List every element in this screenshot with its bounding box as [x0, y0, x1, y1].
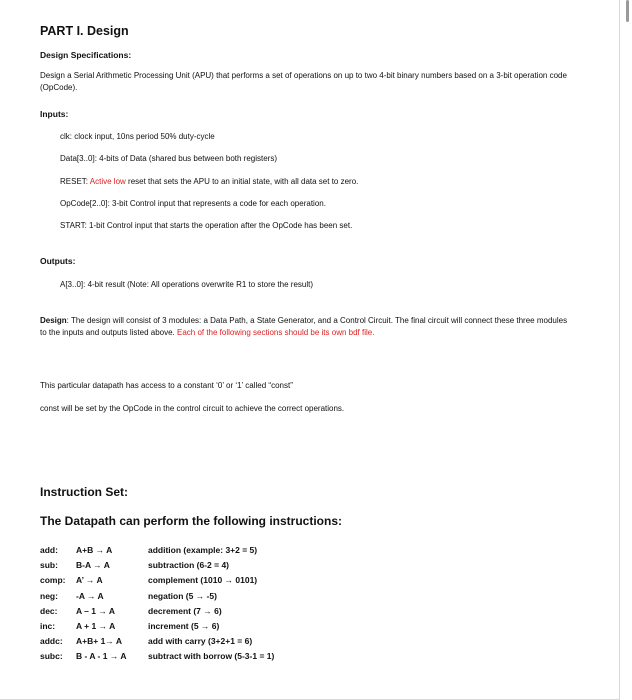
instr-expr: A+B+ 1→ A [76, 636, 122, 647]
instr-expr: A’ → A [76, 575, 103, 586]
const-line-2: const will be set by the OpCode in the control circuit to achieve the correct operations. [40, 404, 345, 413]
inputs-heading: Inputs: [40, 109, 69, 119]
reset-active-low: Active low [89, 177, 126, 186]
instr-name: comp: [40, 575, 66, 586]
instr-expr: B-A → A [76, 560, 110, 571]
const-line-1: This particular datapath has access to a constant ‘0’ or ‘1’ called “const” [40, 381, 293, 390]
instruction-row [40, 604, 274, 619]
instr-name: subc: [40, 651, 63, 662]
outputs-heading: Outputs: [40, 256, 76, 266]
input-start: START: 1-bit Control input that starts the operation after the OpCode has been set. [60, 221, 353, 230]
instr-expr: A+B → A [76, 545, 113, 555]
reset-prefix: RESET: [60, 177, 90, 186]
design-specs-heading: Design Specifications: [40, 50, 132, 60]
design-text: : The design will consist of 3 modules: a Data Path, a State Generator, and a Control Circuit. The final circuit will connect these three modules to the inputs and outputs listed above. [40, 316, 568, 337]
design-label: Design [40, 316, 67, 325]
datapath-heading: The Datapath can perform the following instructions: [40, 514, 343, 528]
instruction-row [40, 634, 274, 649]
instruction-set-heading: Instruction Set: [40, 485, 129, 499]
instr-desc: addition (example: 3+2 = 5) [148, 545, 258, 555]
instr-expr: -A → A [76, 590, 104, 601]
instr-desc: add with carry (3+2+1 = 6) [148, 636, 253, 647]
instruction-row [40, 619, 274, 634]
instr-desc: complement (1010 → 0101) [148, 575, 258, 586]
instr-name: sub: [40, 560, 58, 571]
part-title: PART I. Design [40, 24, 129, 38]
instr-name: inc: [40, 620, 56, 631]
design-specs-text: Design a Serial Arithmetic Processing Unit (APU) that performs a set of operations on up to two 4-bit binary numbers based on a 3-bit operation code (OpCode). [40, 71, 567, 92]
input-reset [60, 176, 358, 187]
output-a: A[3..0]: 4-bit result (Note: All operations overwrite R1 to store the result) [60, 280, 313, 289]
instruction-row [40, 649, 274, 664]
design-red-text: Each of the following sections should be its own bdf file. [176, 327, 375, 337]
input-clk: clk: clock input, 10ns period 50% duty-cycle [60, 132, 215, 141]
scrollbar[interactable] [626, 0, 629, 22]
reset-suffix: reset that sets the APU to an initial state, with all data set to zero. [125, 177, 359, 186]
instruction-row [40, 543, 274, 558]
instr-desc: increment (5 → 6) [148, 620, 220, 631]
input-opcode: OpCode[2..0]: 3-bit Control input that represents a code for each operation. [60, 199, 326, 208]
instr-expr: A – 1 → A [76, 605, 116, 616]
instr-name: add: [40, 545, 58, 555]
instr-name: neg: [40, 590, 58, 601]
instr-desc: negation (5 → -5) [148, 590, 217, 601]
instr-name: dec: [40, 605, 58, 616]
instruction-row [40, 589, 274, 604]
instr-desc: subtract with borrow (5-3-1 = 1) [148, 651, 275, 662]
instr-expr: B - A - 1 → A [76, 651, 127, 662]
instruction-row [40, 573, 274, 588]
instruction-table [40, 543, 274, 665]
instruction-row [40, 558, 274, 573]
design-paragraph [40, 315, 570, 338]
instr-name: addc: [40, 636, 63, 647]
input-data: Data[3..0]: 4-bits of Data (shared bus between both registers) [60, 154, 278, 163]
instr-desc: decrement (7 → 6) [148, 605, 222, 616]
instr-desc: subtraction (6-2 = 4) [148, 560, 230, 571]
instr-expr: A + 1 → A [76, 620, 116, 631]
